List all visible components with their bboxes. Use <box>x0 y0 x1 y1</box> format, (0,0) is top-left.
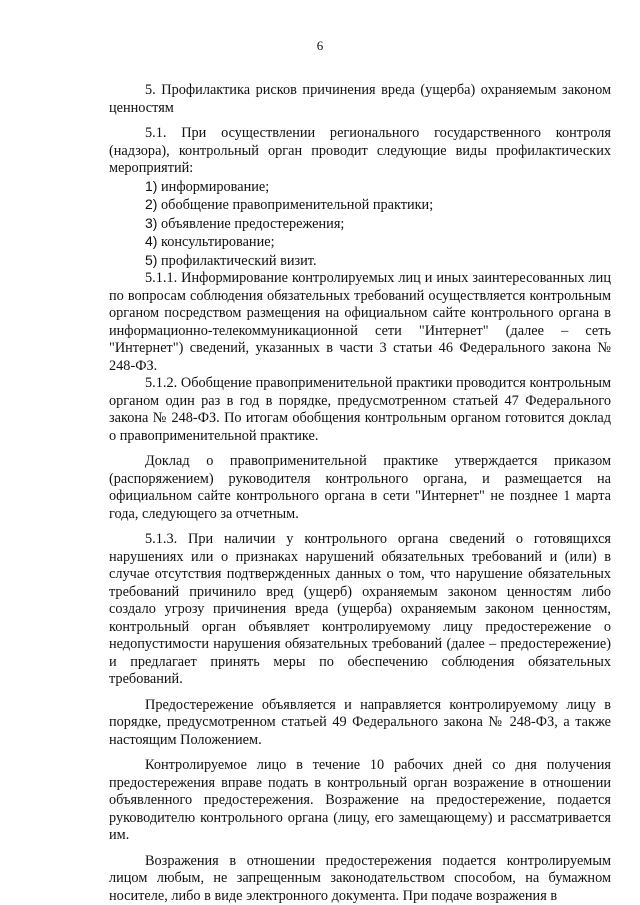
list-item-number: 2) <box>145 196 158 212</box>
list-item-text: информирование; <box>157 178 270 195</box>
paragraph-5-1: 5.1. При осуществлении регионального государственного контроля (надзора), контрольный орган проводит следующие виды профилактических мероприятий: <box>109 125 611 176</box>
list-item-number: 5) <box>145 251 158 268</box>
paragraph-report: Доклад о правоприменительной практике утверждается приказом (распоряжением) руководителя контрольного органа, и размещается на официальном сайте контрольного органа в сети "Интернет" не позднее 1 марта года, следующего за отчетным. <box>109 453 611 522</box>
list-item <box>109 215 611 234</box>
paragraph-objections-form: Возражения в отношении предостережения подается контролируемым лицом любым, не запрещенным законодательством способом, на бумажном носителе, либо в виде электронного документа. При подаче возражения в <box>109 852 611 904</box>
list-item-text: обобщение правоприменительной практики; <box>157 197 434 213</box>
page-number: 6 <box>316 38 324 53</box>
list-item-number: 3) <box>145 214 158 231</box>
paragraph-5-1-2: 5.1.2. Обобщение правоприменительной практики проводится контрольным органом один раз в год в порядке, предусмотренном статьей 47 Федерального закона № 248-ФЗ. По итогам обобщения контрольным органом готовится доклад о правоприменительной практике. <box>109 375 611 444</box>
list-item-text: объявление предостережения; <box>157 215 345 232</box>
list-item <box>109 233 611 252</box>
list-item-text: профилактический визит. <box>157 252 317 269</box>
list-item <box>109 196 611 215</box>
list-item <box>109 252 611 271</box>
document-body <box>109 82 611 905</box>
paragraph-5-1-3: 5.1.3. При наличии у контрольного органа сведений о готовящихся нарушениях или о признаках нарушений обязательных требований и (или) в случае отсутствия подтвержденных данных о том, что нарушение обязательных требований причинило вред (ущерб) охраняемым законом ценностям либо создало угрозу причинения вреда (ущерба) охраняемым законом ценностям, контрольный орган объявляет контролируемому лицу предостережение о недопустимости нарушения обязательных требований (далее – предостережение) и предлагает принять меры по обеспечению соблюдения обязательных требований. <box>109 531 611 687</box>
paragraph-objection: Контролируемое лицо в течение 10 рабочих дней со дня получения предостережения вправе подать в контрольный орган возражение в отношении объявленного предостережения. Возражение на предостережение, подается руководителю контрольного органа (лицу, его замещающему) и рассматривается им. <box>109 757 611 843</box>
paragraph-warning: Предостережение объявляется и направляется контролируемому лицу в порядке, предусмотренном статьей 49 Федерального закона № 248-ФЗ, а также настоящим Положением. <box>109 696 611 748</box>
list-item-text: консультирование; <box>157 234 275 250</box>
list-item-number: 4) <box>145 233 158 249</box>
list-item <box>109 178 611 197</box>
paragraph-5-1-1: 5.1.1. Информирование контролируемых лиц и иных заинтересованных лиц по вопросам соблюдения обязательных требований осуществляется контрольным органом посредством размещения на официальном сайте контрольного органа в информационно-телекоммуникационной сети "Интернет" (далее – сеть "Интернет") сведений, указанных в части 3 статьи 46 Федерального закона № 248-ФЗ. <box>109 270 611 374</box>
section-title: 5. Профилактика рисков причинения вреда (ущерба) охраняемым законом ценностям <box>109 82 611 116</box>
list-item-number: 1) <box>145 177 158 194</box>
